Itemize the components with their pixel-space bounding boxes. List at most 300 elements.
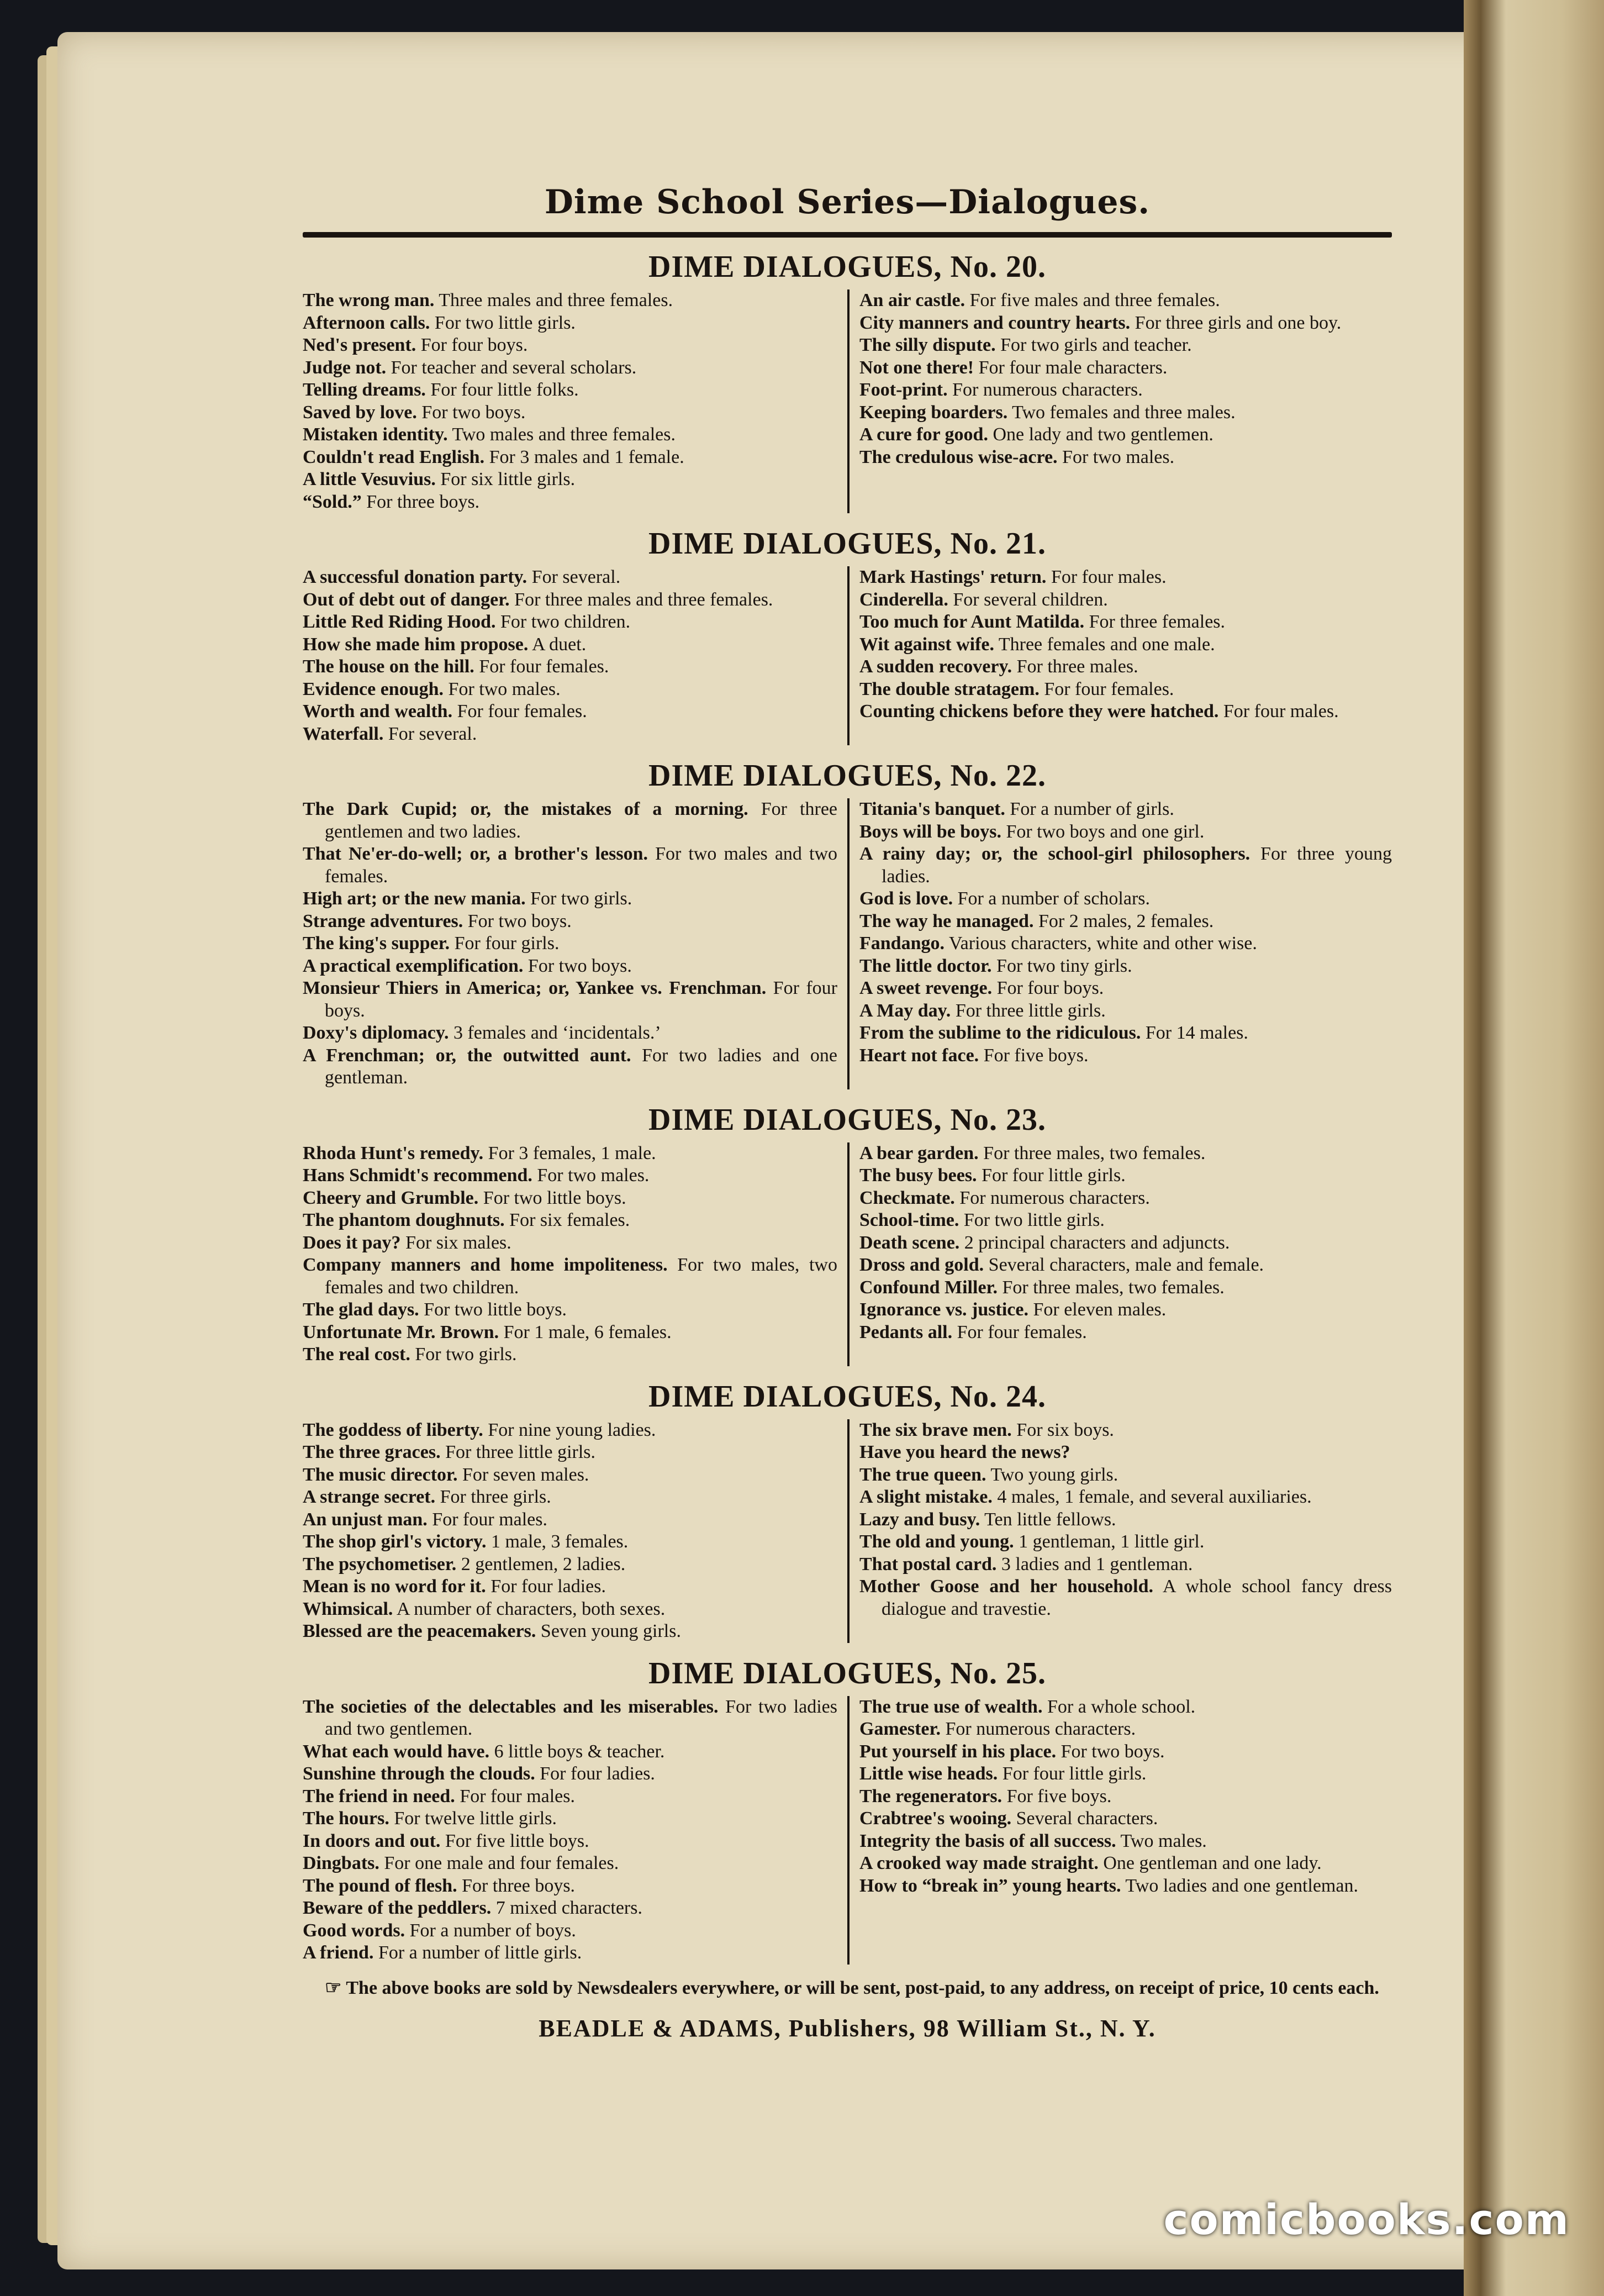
dialogue-title: Mother Goose and her household. (859, 1576, 1154, 1597)
dialogue-title: The real cost. (303, 1344, 410, 1365)
dialogue-cast: For four females. (479, 656, 609, 677)
dialogue-entry (303, 1232, 837, 1255)
dialogue-entry (859, 1696, 1392, 1719)
dialogue-entry (303, 1209, 837, 1232)
dialogue-cast: For six females. (509, 1210, 630, 1230)
dialogue-cast: For four females. (457, 701, 587, 722)
dialogue-entry (859, 289, 1392, 312)
dialogue-title: Little Red Riding Hood. (303, 612, 496, 632)
dialogue-cast: For three males. (1016, 656, 1138, 677)
dialogue-entry (303, 1022, 837, 1045)
dialogue-entry (859, 1486, 1392, 1509)
dialogue-cast: For four boys. (420, 335, 528, 355)
dialogue-entry (859, 1022, 1392, 1045)
dialogue-cast: For three females. (1089, 612, 1226, 632)
dialogue-title: A little Vesuvius. (303, 469, 436, 489)
dialogue-entry (303, 1786, 837, 1808)
dialogue-entry (303, 1852, 837, 1875)
dialogue-cast: One lady and two gentlemen. (993, 424, 1213, 445)
dialogue-entry (859, 1875, 1392, 1898)
dialogue-entry (859, 1830, 1392, 1853)
section-title: DIME DIALOGUES, No. 23. (648, 1102, 1046, 1137)
dialogue-title: Evidence enough. (303, 678, 444, 699)
dialogue-entry (303, 1254, 837, 1299)
dialogue-cast: 4 males, 1 female, and several auxiliaries. (997, 1487, 1312, 1507)
dialogue-title: Too much for Aunt Matilda. (859, 612, 1085, 632)
dialogue-title: What each would have. (303, 1741, 490, 1762)
dialogue-title: Put yourself in his place. (859, 1741, 1057, 1762)
dialogue-cast: For a number of girls. (1010, 799, 1174, 819)
dialogue-entry (859, 843, 1392, 888)
dialogue-cast: For a number of boys. (409, 1920, 576, 1941)
dialogue-cast: For six little girls. (440, 469, 576, 489)
dialogue-entry (303, 446, 837, 469)
dialogue-cast: 2 gentlemen, 2 ladies. (461, 1554, 626, 1574)
dialogue-cast: Two young girls. (990, 1464, 1118, 1485)
dialogue-title: Integrity the basis of all success. (859, 1830, 1116, 1851)
dialogue-cast: For two boys and one girl. (1006, 821, 1205, 842)
dialogue-entry (303, 357, 837, 380)
dialogue-title: The psychometiser. (303, 1554, 457, 1574)
dialogue-cast: For a number of little girls. (378, 1942, 582, 1963)
right-column (847, 1142, 1392, 1366)
dialogue-entry (303, 468, 837, 491)
dialogue-cast: For five boys. (983, 1045, 1089, 1066)
dialogue-entry (303, 1741, 837, 1763)
dialogue-title: Keeping boarders. (859, 402, 1008, 423)
dialogue-cast: For a whole school. (1047, 1696, 1196, 1717)
dialogue-title: Ned's present. (303, 335, 416, 355)
dialogue-section (303, 1102, 1392, 1366)
dialogue-cast: 3 ladies and 1 gentleman. (1001, 1554, 1193, 1574)
dialogue-cast: For two boys. (421, 402, 526, 423)
dialogue-cast: For 3 males and 1 female. (489, 446, 684, 467)
dialogue-entry (303, 1045, 837, 1089)
dialogue-cast: Seven young girls. (540, 1621, 681, 1641)
dialogue-section (303, 757, 1392, 1089)
dialogue-entry (303, 955, 837, 978)
dialogue-entry (859, 656, 1392, 678)
dialogue-cast: For six males. (405, 1232, 511, 1253)
dialogue-entry (859, 955, 1392, 978)
dialogue-entry (303, 1142, 837, 1165)
dialogue-entry (859, 1209, 1392, 1232)
dialogue-entry (303, 723, 837, 746)
dialogue-cast: For three males and three females. (514, 589, 773, 610)
dialogue-title: Foot-print. (859, 380, 948, 400)
dialogue-entry (303, 1486, 837, 1509)
dialogue-cast: Various characters, white and other wise. (948, 933, 1257, 954)
dialogue-cast: For two little girls. (434, 312, 576, 333)
dialogue-title: Counting chickens before they were hatched. (859, 701, 1219, 722)
dialogue-cast: 1 gentleman, 1 little girl. (1019, 1531, 1205, 1552)
dialogue-title: Good words. (303, 1920, 405, 1941)
dialogue-cast: For two girls and teacher. (1000, 335, 1192, 355)
dialogue-cast: For two tiny girls. (996, 955, 1132, 976)
dialogue-cast: For two males. (448, 678, 561, 699)
dialogue-cast: For two little boys. (424, 1299, 567, 1320)
dialogue-title: The friend in need. (303, 1786, 455, 1807)
left-column (303, 1142, 847, 1366)
dialogue-title: City manners and country hearts. (859, 312, 1131, 333)
dialogue-cast: For four males. (460, 1786, 575, 1807)
dialogue-entry (303, 1620, 837, 1643)
dialogue-entry (303, 1920, 837, 1942)
dialogue-entry (859, 589, 1392, 612)
watermark-logo: comicbooks.com (1163, 2195, 1570, 2244)
dialogue-entry (303, 589, 837, 612)
dialogue-cast: Two ladies and one gentleman. (1125, 1875, 1358, 1896)
dialogue-title: Mean is no word for it. (303, 1576, 486, 1597)
dialogue-entry (303, 1808, 837, 1830)
dialogue-title: That postal card. (859, 1554, 997, 1574)
dialogue-entry (859, 1464, 1392, 1487)
dialogue-cast: For teacher and several scholars. (391, 357, 637, 378)
dialogue-entry (303, 1441, 837, 1464)
dialogue-title: A Frenchman; or, the outwitted aunt. (303, 1045, 631, 1066)
dialogue-entry (859, 446, 1392, 469)
dialogue-cast: For 2 males, 2 females. (1038, 910, 1214, 931)
dialogue-title: Whimsical. (303, 1598, 393, 1619)
dialogue-entry (303, 888, 837, 910)
dialogue-title: The way he managed. (859, 910, 1034, 931)
series-header: Dime School Series—Dialogues. (544, 183, 1151, 222)
dialogue-entry (859, 888, 1392, 910)
dialogue-entry (303, 1321, 837, 1344)
dialogue-cast: For two little boys. (483, 1187, 626, 1208)
dialogue-title: Unfortunate Mr. Brown. (303, 1321, 499, 1342)
dialogue-cast: For two girls. (530, 888, 632, 909)
dialogue-entry (859, 977, 1392, 1000)
dialogue-cast: For 3 females, 1 male. (488, 1142, 656, 1163)
dialogue-cast: For three boys. (366, 491, 480, 512)
dialogue-cast: For four little folks. (430, 380, 579, 400)
dialogue-entry (303, 1531, 837, 1554)
dialogue-cast: Two females and three males. (1012, 402, 1236, 423)
dialogue-title: Little wise heads. (859, 1763, 998, 1784)
dialogue-cast: For five males and three females. (969, 290, 1220, 310)
dialogue-cast: For four females. (1044, 678, 1174, 699)
dialogue-entry (303, 701, 837, 723)
right-column (847, 289, 1392, 513)
dialogue-title: The goddess of liberty. (303, 1419, 483, 1440)
dialogue-cast: For three little girls. (955, 1000, 1106, 1021)
dialogue-entry (859, 424, 1392, 446)
dialogue-title: A cure for good. (859, 424, 988, 445)
dialogue-cast: For five little boys. (445, 1830, 589, 1851)
dialogue-title: The hours. (303, 1808, 389, 1829)
dialogue-cast: For four females. (957, 1321, 1087, 1342)
dialogue-title: Beware of the peddlers. (303, 1898, 492, 1918)
dialogue-cast: For 1 male, 6 females. (503, 1321, 672, 1342)
dialogue-cast: 3 females and ‘incidentals.’ (453, 1023, 661, 1043)
page-content (303, 182, 1392, 2042)
section-title: DIME DIALOGUES, No. 24. (648, 1379, 1046, 1414)
dialogue-cast: For four ladies. (490, 1576, 606, 1597)
dialogue-title: The regenerators. (859, 1786, 1002, 1807)
dialogue-title: God is love. (859, 888, 953, 909)
dialogue-cast: For four males. (1051, 567, 1167, 587)
dialogue-title: Saved by love. (303, 402, 417, 423)
dialogue-entry (303, 424, 837, 446)
dialogue-cast: For three boys. (462, 1875, 576, 1896)
dialogue-cast: For two males and two females. (325, 844, 837, 887)
dialogue-title: Have you heard the news? (859, 1442, 1070, 1462)
dialogue-cast: For two children. (500, 612, 631, 632)
dialogue-cast: Ten little fellows. (984, 1509, 1116, 1530)
book-gutter (1464, 0, 1604, 2296)
dialogue-title: High art; or the new mania. (303, 888, 526, 909)
dialogue-title: Does it pay? (303, 1232, 401, 1253)
dialogue-cast: 7 mixed characters. (495, 1898, 642, 1918)
dialogue-title: Rhoda Hunt's remedy. (303, 1142, 484, 1163)
dialogue-title: Confound Miller. (859, 1277, 998, 1298)
dialogue-entry (303, 289, 837, 312)
dialogue-entry (859, 1554, 1392, 1576)
dialogue-title: Out of debt out of danger. (303, 589, 510, 610)
dialogue-cast: For two boys. (1060, 1741, 1165, 1762)
dialogue-cast: For four male characters. (978, 357, 1168, 378)
dialogue-cast: For two little girls. (963, 1210, 1105, 1230)
dialogue-title: A practical exemplification. (303, 955, 524, 976)
dialogue-title: The glad days. (303, 1299, 419, 1320)
dialogue-title: Pedants all. (859, 1321, 953, 1342)
dialogue-cast: Several characters. (1016, 1808, 1158, 1829)
dialogue-cast: One gentleman and one lady. (1103, 1853, 1322, 1873)
dialogue-section (303, 525, 1392, 745)
dialogue-title: A strange secret. (303, 1487, 436, 1507)
dialogue-title: Heart not face. (859, 1045, 979, 1066)
dialogue-cast: For three girls and one boy. (1135, 312, 1342, 333)
section-columns (303, 798, 1392, 1089)
dialogue-sections (303, 249, 1392, 1965)
dialogue-entry (859, 1852, 1392, 1875)
section-columns (303, 1419, 1392, 1643)
dialogue-title: Sunshine through the clouds. (303, 1763, 535, 1784)
dialogue-cast: For four boys. (996, 978, 1104, 998)
dialogue-entry (859, 1045, 1392, 1067)
dialogue-entry (859, 1718, 1392, 1741)
dialogue-title: Death scene. (859, 1232, 960, 1253)
dialogue-cast: For one male and four females. (384, 1853, 619, 1873)
dialogue-title: A sweet revenge. (859, 978, 993, 998)
dialogue-entry (859, 611, 1392, 634)
dialogue-cast: For five boys. (1006, 1786, 1112, 1807)
dialogue-entry (303, 1165, 837, 1187)
dialogue-entry (859, 379, 1392, 402)
dialogue-title: Not one there! (859, 357, 974, 378)
dialogue-entry (859, 1509, 1392, 1531)
section-title: DIME DIALOGUES, No. 21. (648, 526, 1046, 561)
dialogue-entry (859, 1786, 1392, 1808)
dialogue-section (303, 1655, 1392, 1965)
dialogue-cast: For several. (388, 723, 477, 744)
dialogue-entry (303, 611, 837, 634)
dialogue-cast: For 14 males. (1145, 1023, 1248, 1043)
dialogue-cast: For three males, two females. (1002, 1277, 1225, 1298)
dialogue-entry (303, 1696, 837, 1741)
dialogue-cast: For twelve little girls. (394, 1808, 557, 1829)
dialogue-cast: For numerous characters. (959, 1187, 1150, 1208)
section-columns (303, 289, 1392, 513)
dialogue-entry (859, 634, 1392, 656)
dialogue-cast: For numerous characters. (945, 1719, 1136, 1739)
dialogue-cast: For a number of scholars. (957, 888, 1150, 909)
dialogue-cast: Several characters, male and female. (988, 1255, 1264, 1275)
dialogue-title: Checkmate. (859, 1187, 955, 1208)
dialogue-entry (303, 1875, 837, 1898)
dialogue-cast: For two girls. (415, 1344, 517, 1365)
dialogue-title: An unjust man. (303, 1509, 428, 1530)
dialogue-cast: A whole school fancy dress dialogue and travestie. (882, 1576, 1392, 1619)
dialogue-entry (303, 843, 837, 888)
left-column (303, 798, 847, 1089)
dialogue-title: A rainy day; or, the school-girl philosophers. (859, 844, 1251, 864)
dialogue-title: The Dark Cupid; or, the mistakes of a morning. (303, 799, 748, 819)
dialogue-entry (303, 566, 837, 589)
dialogue-entry (859, 798, 1392, 821)
section-columns (303, 1696, 1392, 1965)
dialogue-title: A crooked way made straight. (859, 1853, 1099, 1873)
dialogue-title: Telling dreams. (303, 380, 426, 400)
publisher-line: BEADLE & ADAMS, Publishers, 98 William St., N. Y. (539, 2014, 1156, 2042)
dialogue-title: That Ne'er-do-well; or, a brother's lesson. (303, 844, 648, 864)
dialogue-title: Couldn't read English. (303, 446, 485, 467)
dialogue-title: The three graces. (303, 1442, 441, 1462)
dialogue-title: The societies of the delectables and les miserables. (303, 1696, 719, 1717)
dialogue-entry (303, 1942, 837, 1965)
dialogue-entry (859, 312, 1392, 335)
dialogue-entry (859, 1808, 1392, 1830)
dialogue-entry (303, 1187, 837, 1210)
dialogue-title: An air castle. (859, 290, 965, 310)
sales-note: ☞ The above books are sold by Newsdealers everywhere, or will be sent, post-paid, to any address, on receipt of price, 10 cents each. (325, 1977, 1379, 1998)
dialogue-entry (303, 1509, 837, 1531)
dialogue-title: The shop girl's victory. (303, 1531, 487, 1552)
dialogue-cast: For four males. (1223, 701, 1339, 722)
dialogue-entry (859, 1299, 1392, 1321)
dialogue-title: The music director. (303, 1464, 458, 1485)
dialogue-title: Mark Hastings' return. (859, 567, 1047, 587)
dialogue-entry (303, 678, 837, 701)
dialogue-entry (859, 933, 1392, 955)
dialogue-title: The silly dispute. (859, 335, 996, 355)
dialogue-entry (303, 379, 837, 402)
dialogue-title: The phantom doughnuts. (303, 1210, 505, 1230)
dialogue-title: A successful donation party. (303, 567, 527, 587)
dialogue-title: The wrong man. (303, 290, 435, 310)
dialogue-title: How to “break in” young hearts. (859, 1875, 1121, 1896)
right-column (847, 1419, 1392, 1643)
dialogue-cast: Two males. (1120, 1830, 1207, 1851)
dialogue-cast: For two males, two females and two children. (325, 1255, 837, 1298)
dialogue-entry (859, 1232, 1392, 1255)
dialogue-entry (859, 1576, 1392, 1620)
dialogue-title: Cheery and Grumble. (303, 1187, 479, 1208)
dialogue-cast: For two boys. (467, 910, 572, 931)
dialogue-entry (303, 312, 837, 335)
dialogue-title: Hans Schmidt's recommend. (303, 1165, 532, 1186)
dialogue-section (303, 1378, 1392, 1643)
dialogue-entry (303, 1763, 837, 1786)
dialogue-title: The credulous wise-acre. (859, 446, 1058, 467)
dialogue-title: Dingbats. (303, 1853, 379, 1873)
dialogue-entry (859, 701, 1392, 723)
section-title: DIME DIALOGUES, No. 25. (648, 1656, 1046, 1691)
dialogue-title: Waterfall. (303, 723, 384, 744)
dialogue-entry (859, 357, 1392, 380)
dialogue-title: The double stratagem. (859, 678, 1040, 699)
dialogue-entry (303, 1344, 837, 1366)
dialogue-entry (859, 334, 1392, 357)
dialogue-title: The king's supper. (303, 933, 450, 954)
dialogue-cast: For two boys. (527, 955, 632, 976)
dialogue-cast: 2 principal characters and adjuncts. (964, 1232, 1230, 1253)
dialogue-title: A sudden recovery. (859, 656, 1012, 677)
dialogue-entry (859, 566, 1392, 589)
dialogue-cast: For eleven males. (1033, 1299, 1167, 1320)
dialogue-cast: 6 little boys & teacher. (494, 1741, 665, 1762)
dialogue-title: “Sold.” (303, 491, 362, 512)
dialogue-title: Judge not. (303, 357, 387, 378)
section-columns (303, 1142, 1392, 1366)
left-column (303, 1696, 847, 1965)
dialogue-cast: For four little girls. (982, 1165, 1126, 1186)
dialogue-entry (303, 910, 837, 933)
dialogue-cast: For four males. (432, 1509, 547, 1530)
dialogue-title: Fandango. (859, 933, 945, 954)
dialogue-entry (303, 1419, 837, 1442)
dialogue-entry (303, 491, 837, 514)
left-column (303, 1419, 847, 1643)
dialogue-title: Boys will be boys. (859, 821, 1001, 842)
dialogue-cast: For several children. (953, 589, 1108, 610)
dialogue-title: The true queen. (859, 1464, 986, 1485)
dialogue-entry (859, 1165, 1392, 1187)
dialogue-entry (859, 1142, 1392, 1165)
dialogue-entry (859, 1000, 1392, 1023)
dialogue-title: From the sublime to the ridiculous. (859, 1023, 1141, 1043)
dialogue-cast: Three females and one male. (998, 634, 1215, 655)
dialogue-title: Ignorance vs. justice. (859, 1299, 1028, 1320)
dialogue-entry (303, 977, 837, 1022)
right-column (847, 1696, 1392, 1965)
dialogue-title: In doors and out. (303, 1830, 441, 1851)
dialogue-cast: Three males and three females. (439, 290, 673, 310)
dialogue-title: The six brave men. (859, 1419, 1012, 1440)
dialogue-title: Titania's banquet. (859, 799, 1005, 819)
dialogue-entry (303, 1598, 837, 1621)
dialogue-cast: For four girls. (454, 933, 560, 954)
dialogue-title: Dross and gold. (859, 1255, 984, 1275)
right-column (847, 798, 1392, 1089)
dialogue-entry (303, 634, 837, 656)
dialogue-entry (859, 1277, 1392, 1299)
dialogue-cast: For two males. (537, 1165, 650, 1186)
dialogue-cast: For four little girls. (1002, 1763, 1147, 1784)
dialogue-cast: For three gentlemen and two ladies. (325, 799, 837, 842)
dialogue-entry (303, 798, 837, 843)
dialogue-title: The true use of wealth. (859, 1696, 1043, 1717)
dialogue-title: Mistaken identity. (303, 424, 448, 445)
dialogue-entry (303, 1897, 837, 1920)
dialogue-entry (859, 1419, 1392, 1442)
dialogue-title: School-time. (859, 1210, 959, 1230)
dialogue-entry (859, 910, 1392, 933)
dialogue-entry (859, 1741, 1392, 1763)
dialogue-title: The pound of flesh. (303, 1875, 457, 1896)
dialogue-cast: For three young ladies. (882, 844, 1392, 887)
